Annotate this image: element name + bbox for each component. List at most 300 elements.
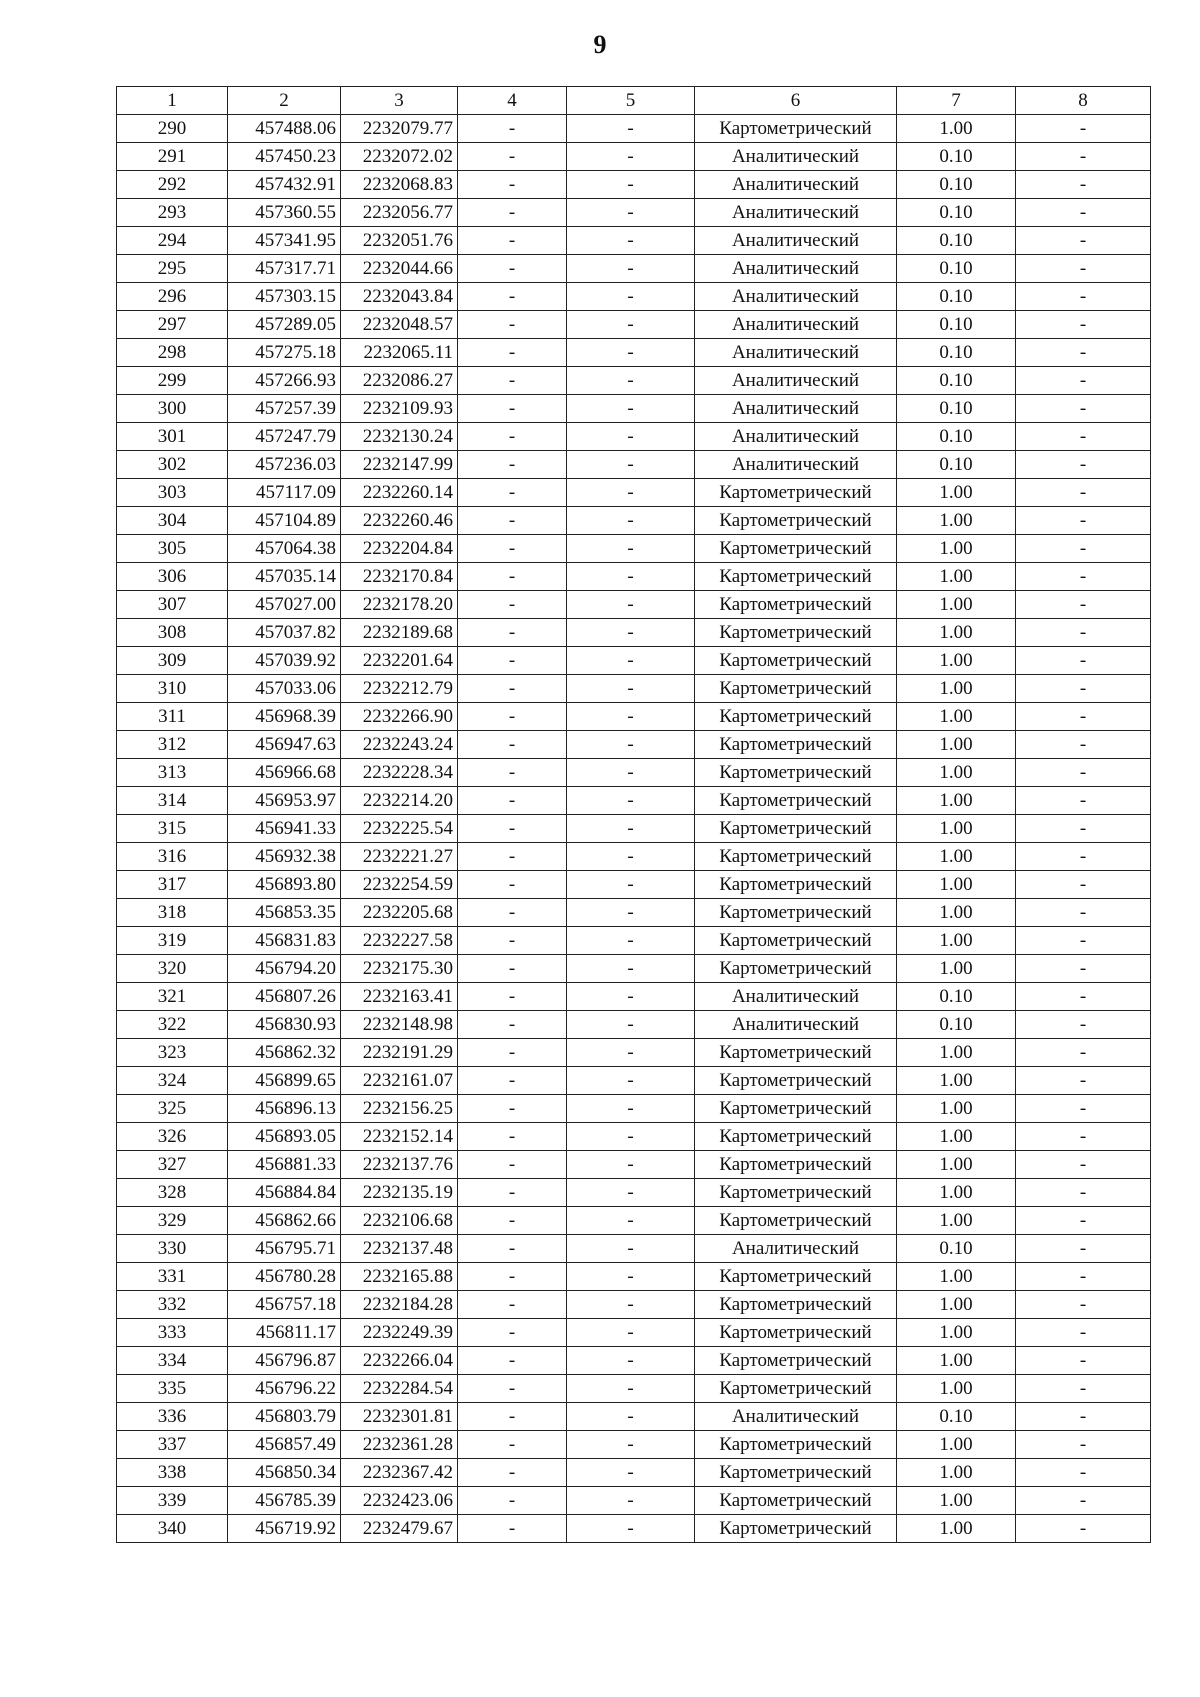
table-row bbox=[117, 255, 1151, 283]
table-cell-col-5: - bbox=[567, 1319, 695, 1347]
table-row bbox=[117, 1487, 1151, 1515]
table-cell-col-3: 2232301.81 bbox=[341, 1403, 458, 1431]
table-cell-col-7: 0.10 bbox=[897, 1235, 1016, 1263]
table-cell-col-6: Аналитический bbox=[695, 255, 897, 283]
table-row bbox=[117, 451, 1151, 479]
table-cell-col-2: 456811.17 bbox=[228, 1319, 341, 1347]
table-cell-col-1: 332 bbox=[117, 1291, 228, 1319]
table-cell-col-2: 457317.71 bbox=[228, 255, 341, 283]
table-row bbox=[117, 1123, 1151, 1151]
table-cell-col-3: 2232266.90 bbox=[341, 703, 458, 731]
table-row bbox=[117, 1375, 1151, 1403]
table-cell-col-6: Картометрический bbox=[695, 1039, 897, 1067]
table-cell-col-7: 1.00 bbox=[897, 1515, 1016, 1543]
table-row bbox=[117, 1095, 1151, 1123]
table-cell-col-3: 2232221.27 bbox=[341, 843, 458, 871]
table-cell-col-4: - bbox=[458, 983, 567, 1011]
table-cell-col-5: - bbox=[567, 339, 695, 367]
table-cell-col-2: 456941.33 bbox=[228, 815, 341, 843]
table-cell-col-8: - bbox=[1016, 171, 1151, 199]
table-cell-col-1: 303 bbox=[117, 479, 228, 507]
table-cell-col-2: 457027.00 bbox=[228, 591, 341, 619]
table-cell-col-5: - bbox=[567, 1151, 695, 1179]
table-cell-col-1: 320 bbox=[117, 955, 228, 983]
table-row bbox=[117, 143, 1151, 171]
table-cell-col-3: 2232109.93 bbox=[341, 395, 458, 423]
table-cell-col-1: 293 bbox=[117, 199, 228, 227]
table-cell-col-5: - bbox=[567, 619, 695, 647]
table-cell-col-8: - bbox=[1016, 591, 1151, 619]
table-cell-col-2: 456896.13 bbox=[228, 1095, 341, 1123]
table-cell-col-1: 294 bbox=[117, 227, 228, 255]
table-cell-col-1: 317 bbox=[117, 871, 228, 899]
table-cell-col-2: 456785.39 bbox=[228, 1487, 341, 1515]
table-cell-col-1: 316 bbox=[117, 843, 228, 871]
table-row bbox=[117, 339, 1151, 367]
table-cell-col-5: - bbox=[567, 871, 695, 899]
table-cell-col-1: 340 bbox=[117, 1515, 228, 1543]
table-cell-col-8: - bbox=[1016, 1011, 1151, 1039]
table-cell-col-4: - bbox=[458, 311, 567, 339]
table-cell-col-2: 457035.14 bbox=[228, 563, 341, 591]
table-cell-col-4: - bbox=[458, 1095, 567, 1123]
table-cell-col-6: Картометрический bbox=[695, 1431, 897, 1459]
table-cell-col-1: 311 bbox=[117, 703, 228, 731]
table-cell-col-7: 1.00 bbox=[897, 1151, 1016, 1179]
table-cell-col-6: Аналитический bbox=[695, 171, 897, 199]
table-cell-col-6: Картометрический bbox=[695, 1375, 897, 1403]
table-cell-col-1: 299 bbox=[117, 367, 228, 395]
table-cell-col-4: - bbox=[458, 143, 567, 171]
table-cell-col-3: 2232201.64 bbox=[341, 647, 458, 675]
table-cell-col-2: 456968.39 bbox=[228, 703, 341, 731]
table-cell-col-7: 1.00 bbox=[897, 1263, 1016, 1291]
table-cell-col-8: - bbox=[1016, 395, 1151, 423]
table-cell-col-8: - bbox=[1016, 731, 1151, 759]
table-cell-col-2: 457360.55 bbox=[228, 199, 341, 227]
table-cell-col-3: 2232423.06 bbox=[341, 1487, 458, 1515]
table-cell-col-8: - bbox=[1016, 451, 1151, 479]
table-cell-col-2: 456807.26 bbox=[228, 983, 341, 1011]
table-cell-col-5: - bbox=[567, 479, 695, 507]
table-cell-col-6: Картометрический bbox=[695, 1263, 897, 1291]
table-cell-col-3: 2232178.20 bbox=[341, 591, 458, 619]
table-cell-col-5: - bbox=[567, 731, 695, 759]
table-cell-col-5: - bbox=[567, 1459, 695, 1487]
table-cell-col-2: 456953.97 bbox=[228, 787, 341, 815]
table-cell-col-2: 456947.63 bbox=[228, 731, 341, 759]
table-cell-col-7: 0.10 bbox=[897, 311, 1016, 339]
table-cell-col-5: - bbox=[567, 703, 695, 731]
table-cell-col-8: - bbox=[1016, 899, 1151, 927]
table-row bbox=[117, 675, 1151, 703]
table-cell-col-5: - bbox=[567, 1375, 695, 1403]
table-cell-col-2: 456796.22 bbox=[228, 1375, 341, 1403]
table-cell-col-7: 1.00 bbox=[897, 1095, 1016, 1123]
table-cell-col-7: 1.00 bbox=[897, 1179, 1016, 1207]
table-cell-col-5: - bbox=[567, 115, 695, 143]
page-number: 9 bbox=[593, 30, 607, 59]
column-header-4: 4 bbox=[458, 87, 567, 115]
table-cell-col-5: - bbox=[567, 787, 695, 815]
table-cell-col-8: - bbox=[1016, 1291, 1151, 1319]
table-cell-col-2: 456795.71 bbox=[228, 1235, 341, 1263]
table-cell-col-1: 300 bbox=[117, 395, 228, 423]
table-row bbox=[117, 1207, 1151, 1235]
table-row bbox=[117, 1011, 1151, 1039]
table-cell-col-4: - bbox=[458, 815, 567, 843]
table-cell-col-5: - bbox=[567, 1067, 695, 1095]
table-cell-col-5: - bbox=[567, 1431, 695, 1459]
table-cell-col-8: - bbox=[1016, 1375, 1151, 1403]
table-cell-col-8: - bbox=[1016, 619, 1151, 647]
table-cell-col-4: - bbox=[458, 1263, 567, 1291]
table-cell-col-7: 1.00 bbox=[897, 815, 1016, 843]
table-cell-col-1: 319 bbox=[117, 927, 228, 955]
table-cell-col-6: Картометрический bbox=[695, 955, 897, 983]
table-cell-col-7: 0.10 bbox=[897, 143, 1016, 171]
table-cell-col-5: - bbox=[567, 1039, 695, 1067]
table-cell-col-1: 327 bbox=[117, 1151, 228, 1179]
column-header-1: 1 bbox=[117, 87, 228, 115]
table-cell-col-4: - bbox=[458, 171, 567, 199]
table-cell-col-6: Аналитический bbox=[695, 143, 897, 171]
table-cell-col-6: Картометрический bbox=[695, 1207, 897, 1235]
table-cell-col-1: 333 bbox=[117, 1319, 228, 1347]
table-cell-col-6: Аналитический bbox=[695, 423, 897, 451]
table-cell-col-7: 1.00 bbox=[897, 759, 1016, 787]
table-cell-col-4: - bbox=[458, 731, 567, 759]
table-cell-col-4: - bbox=[458, 1235, 567, 1263]
table-cell-col-7: 0.10 bbox=[897, 395, 1016, 423]
table-cell-col-1: 313 bbox=[117, 759, 228, 787]
table-cell-col-7: 0.10 bbox=[897, 199, 1016, 227]
table-cell-col-6: Картометрический bbox=[695, 843, 897, 871]
table-cell-col-2: 456831.83 bbox=[228, 927, 341, 955]
table-cell-col-8: - bbox=[1016, 143, 1151, 171]
table-cell-col-4: - bbox=[458, 451, 567, 479]
table-cell-col-8: - bbox=[1016, 1207, 1151, 1235]
table-cell-col-8: - bbox=[1016, 1431, 1151, 1459]
table-cell-col-3: 2232163.41 bbox=[341, 983, 458, 1011]
table-cell-col-6: Картометрический bbox=[695, 871, 897, 899]
table-cell-col-3: 2232170.84 bbox=[341, 563, 458, 591]
table-cell-col-6: Картометрический bbox=[695, 759, 897, 787]
table-row bbox=[117, 1179, 1151, 1207]
table-cell-col-8: - bbox=[1016, 535, 1151, 563]
table-cell-col-7: 1.00 bbox=[897, 927, 1016, 955]
table-cell-col-1: 310 bbox=[117, 675, 228, 703]
table-cell-col-5: - bbox=[567, 283, 695, 311]
table-cell-col-5: - bbox=[567, 675, 695, 703]
table-cell-col-4: - bbox=[458, 1067, 567, 1095]
table-cell-col-2: 456719.92 bbox=[228, 1515, 341, 1543]
table-cell-col-5: - bbox=[567, 1291, 695, 1319]
table-cell-col-6: Аналитический bbox=[695, 1403, 897, 1431]
table-cell-col-8: - bbox=[1016, 1039, 1151, 1067]
table-cell-col-2: 456884.84 bbox=[228, 1179, 341, 1207]
table-cell-col-1: 301 bbox=[117, 423, 228, 451]
table-cell-col-1: 331 bbox=[117, 1263, 228, 1291]
table-cell-col-6: Картометрический bbox=[695, 479, 897, 507]
table-cell-col-8: - bbox=[1016, 1487, 1151, 1515]
table-row bbox=[117, 843, 1151, 871]
table-cell-col-3: 2232048.57 bbox=[341, 311, 458, 339]
table-cell-col-1: 302 bbox=[117, 451, 228, 479]
table-cell-col-8: - bbox=[1016, 367, 1151, 395]
table-cell-col-4: - bbox=[458, 115, 567, 143]
table-cell-col-5: - bbox=[567, 899, 695, 927]
table-cell-col-6: Картометрический bbox=[695, 563, 897, 591]
table-cell-col-3: 2232152.14 bbox=[341, 1123, 458, 1151]
table-cell-col-6: Картометрический bbox=[695, 1151, 897, 1179]
table-cell-col-1: 323 bbox=[117, 1039, 228, 1067]
table-cell-col-7: 1.00 bbox=[897, 1487, 1016, 1515]
table-cell-col-3: 2232249.39 bbox=[341, 1319, 458, 1347]
table-cell-col-6: Аналитический bbox=[695, 1011, 897, 1039]
table-cell-col-1: 325 bbox=[117, 1095, 228, 1123]
table-cell-col-6: Картометрический bbox=[695, 899, 897, 927]
table-cell-col-6: Аналитический bbox=[695, 1235, 897, 1263]
column-header-2: 2 bbox=[228, 87, 341, 115]
table-cell-col-3: 2232260.46 bbox=[341, 507, 458, 535]
table-cell-col-4: - bbox=[458, 1039, 567, 1067]
table-cell-col-4: - bbox=[458, 1487, 567, 1515]
table-cell-col-7: 1.00 bbox=[897, 675, 1016, 703]
table-cell-col-8: - bbox=[1016, 927, 1151, 955]
table-cell-col-7: 0.10 bbox=[897, 983, 1016, 1011]
table-cell-col-4: - bbox=[458, 647, 567, 675]
table-cell-col-8: - bbox=[1016, 283, 1151, 311]
table-row bbox=[117, 619, 1151, 647]
table-row bbox=[117, 479, 1151, 507]
table-cell-col-6: Аналитический bbox=[695, 983, 897, 1011]
table-cell-col-8: - bbox=[1016, 339, 1151, 367]
table-cell-col-3: 2232266.04 bbox=[341, 1347, 458, 1375]
table-cell-col-4: - bbox=[458, 479, 567, 507]
table-header-row bbox=[117, 87, 1151, 115]
table-row bbox=[117, 899, 1151, 927]
table-row bbox=[117, 759, 1151, 787]
table-cell-col-1: 336 bbox=[117, 1403, 228, 1431]
table-cell-col-6: Картометрический bbox=[695, 1067, 897, 1095]
table-cell-col-4: - bbox=[458, 619, 567, 647]
table-cell-col-3: 2232106.68 bbox=[341, 1207, 458, 1235]
table-cell-col-6: Картометрический bbox=[695, 647, 897, 675]
table-cell-col-3: 2232072.02 bbox=[341, 143, 458, 171]
table-cell-col-7: 0.10 bbox=[897, 451, 1016, 479]
table-cell-col-2: 457037.82 bbox=[228, 619, 341, 647]
table-cell-col-7: 1.00 bbox=[897, 843, 1016, 871]
table-row bbox=[117, 1039, 1151, 1067]
table-cell-col-8: - bbox=[1016, 871, 1151, 899]
table-cell-col-2: 456932.38 bbox=[228, 843, 341, 871]
table-cell-col-2: 456850.34 bbox=[228, 1459, 341, 1487]
table-cell-col-7: 1.00 bbox=[897, 1039, 1016, 1067]
table-cell-col-3: 2232212.79 bbox=[341, 675, 458, 703]
table-cell-col-1: 296 bbox=[117, 283, 228, 311]
table-cell-col-2: 457341.95 bbox=[228, 227, 341, 255]
table-cell-col-7: 1.00 bbox=[897, 703, 1016, 731]
table-cell-col-3: 2232214.20 bbox=[341, 787, 458, 815]
table-cell-col-6: Картометрический bbox=[695, 1291, 897, 1319]
table-cell-col-5: - bbox=[567, 535, 695, 563]
table-cell-col-1: 337 bbox=[117, 1431, 228, 1459]
table-cell-col-8: - bbox=[1016, 1123, 1151, 1151]
table-cell-col-7: 0.10 bbox=[897, 423, 1016, 451]
table-cell-col-3: 2232260.14 bbox=[341, 479, 458, 507]
table-cell-col-2: 457064.38 bbox=[228, 535, 341, 563]
table-cell-col-3: 2232147.99 bbox=[341, 451, 458, 479]
table-cell-col-2: 456966.68 bbox=[228, 759, 341, 787]
table-cell-col-4: - bbox=[458, 535, 567, 563]
table-cell-col-3: 2232204.84 bbox=[341, 535, 458, 563]
table-row bbox=[117, 535, 1151, 563]
table-cell-col-1: 315 bbox=[117, 815, 228, 843]
table-cell-col-7: 1.00 bbox=[897, 1067, 1016, 1095]
table-cell-col-6: Картометрический bbox=[695, 1179, 897, 1207]
table-cell-col-2: 457117.09 bbox=[228, 479, 341, 507]
table-cell-col-3: 2232191.29 bbox=[341, 1039, 458, 1067]
table-cell-col-4: - bbox=[458, 1515, 567, 1543]
table-cell-col-4: - bbox=[458, 955, 567, 983]
table-cell-col-4: - bbox=[458, 255, 567, 283]
table-cell-col-3: 2232228.34 bbox=[341, 759, 458, 787]
table-cell-col-2: 457104.89 bbox=[228, 507, 341, 535]
table-cell-col-8: - bbox=[1016, 1459, 1151, 1487]
table-cell-col-2: 456853.35 bbox=[228, 899, 341, 927]
table-cell-col-5: - bbox=[567, 1403, 695, 1431]
table-cell-col-5: - bbox=[567, 367, 695, 395]
table-cell-col-2: 457450.23 bbox=[228, 143, 341, 171]
table-cell-col-5: - bbox=[567, 1179, 695, 1207]
table-cell-col-4: - bbox=[458, 871, 567, 899]
table-cell-col-5: - bbox=[567, 1263, 695, 1291]
table-cell-col-5: - bbox=[567, 143, 695, 171]
table-cell-col-8: - bbox=[1016, 1067, 1151, 1095]
table-cell-col-3: 2232284.54 bbox=[341, 1375, 458, 1403]
table-cell-col-4: - bbox=[458, 1123, 567, 1151]
table-cell-col-6: Картометрический bbox=[695, 787, 897, 815]
table-row bbox=[117, 423, 1151, 451]
table-cell-col-4: - bbox=[458, 927, 567, 955]
table-row bbox=[117, 1319, 1151, 1347]
table-cell-col-2: 457247.79 bbox=[228, 423, 341, 451]
table-row bbox=[117, 871, 1151, 899]
table-cell-col-1: 305 bbox=[117, 535, 228, 563]
table-cell-col-8: - bbox=[1016, 1179, 1151, 1207]
coordinates-table bbox=[116, 86, 1151, 1543]
table-cell-col-2: 456794.20 bbox=[228, 955, 341, 983]
table-cell-col-4: - bbox=[458, 395, 567, 423]
table-cell-col-1: 334 bbox=[117, 1347, 228, 1375]
table-cell-col-8: - bbox=[1016, 255, 1151, 283]
table-cell-col-6: Картометрический bbox=[695, 1515, 897, 1543]
table-cell-col-7: 1.00 bbox=[897, 899, 1016, 927]
table-cell-col-5: - bbox=[567, 199, 695, 227]
table-cell-col-7: 1.00 bbox=[897, 535, 1016, 563]
table-cell-col-1: 329 bbox=[117, 1207, 228, 1235]
table-cell-col-6: Картометрический bbox=[695, 1459, 897, 1487]
table-cell-col-8: - bbox=[1016, 1347, 1151, 1375]
table-cell-col-2: 456796.87 bbox=[228, 1347, 341, 1375]
table-cell-col-7: 0.10 bbox=[897, 171, 1016, 199]
table-cell-col-3: 2232137.48 bbox=[341, 1235, 458, 1263]
table-cell-col-5: - bbox=[567, 423, 695, 451]
table-cell-col-5: - bbox=[567, 171, 695, 199]
table-cell-col-5: - bbox=[567, 1095, 695, 1123]
table-cell-col-3: 2232086.27 bbox=[341, 367, 458, 395]
table-cell-col-2: 456857.49 bbox=[228, 1431, 341, 1459]
table-cell-col-3: 2232148.98 bbox=[341, 1011, 458, 1039]
table-row bbox=[117, 115, 1151, 143]
table-cell-col-1: 321 bbox=[117, 983, 228, 1011]
table-cell-col-3: 2232254.59 bbox=[341, 871, 458, 899]
table-cell-col-5: - bbox=[567, 1235, 695, 1263]
table-cell-col-2: 456893.05 bbox=[228, 1123, 341, 1151]
table-cell-col-6: Аналитический bbox=[695, 227, 897, 255]
table-cell-col-7: 1.00 bbox=[897, 1459, 1016, 1487]
table-cell-col-2: 457289.05 bbox=[228, 311, 341, 339]
table-cell-col-5: - bbox=[567, 1011, 695, 1039]
table-row bbox=[117, 395, 1151, 423]
table-cell-col-5: - bbox=[567, 843, 695, 871]
table-cell-col-3: 2232367.42 bbox=[341, 1459, 458, 1487]
table-cell-col-4: - bbox=[458, 1375, 567, 1403]
table-cell-col-2: 457266.93 bbox=[228, 367, 341, 395]
table-cell-col-4: - bbox=[458, 367, 567, 395]
table-cell-col-8: - bbox=[1016, 479, 1151, 507]
table-cell-col-5: - bbox=[567, 1515, 695, 1543]
table-row bbox=[117, 1151, 1151, 1179]
table-cell-col-3: 2232175.30 bbox=[341, 955, 458, 983]
table-cell-col-1: 308 bbox=[117, 619, 228, 647]
table-row bbox=[117, 731, 1151, 759]
table-cell-col-1: 306 bbox=[117, 563, 228, 591]
table-cell-col-3: 2232243.24 bbox=[341, 731, 458, 759]
table-cell-col-7: 0.10 bbox=[897, 339, 1016, 367]
table-cell-col-6: Картометрический bbox=[695, 591, 897, 619]
table-cell-col-1: 295 bbox=[117, 255, 228, 283]
table-cell-col-6: Аналитический bbox=[695, 451, 897, 479]
table-cell-col-8: - bbox=[1016, 759, 1151, 787]
column-header-7: 7 bbox=[897, 87, 1016, 115]
table-cell-col-8: - bbox=[1016, 647, 1151, 675]
table-cell-col-4: - bbox=[458, 199, 567, 227]
table-cell-col-1: 314 bbox=[117, 787, 228, 815]
table-row bbox=[117, 703, 1151, 731]
table-cell-col-6: Картометрический bbox=[695, 1487, 897, 1515]
table-cell-col-1: 324 bbox=[117, 1067, 228, 1095]
table-cell-col-3: 2232165.88 bbox=[341, 1263, 458, 1291]
table-row bbox=[117, 227, 1151, 255]
table-cell-col-7: 1.00 bbox=[897, 955, 1016, 983]
table-cell-col-8: - bbox=[1016, 1403, 1151, 1431]
table-row bbox=[117, 199, 1151, 227]
table-cell-col-8: - bbox=[1016, 507, 1151, 535]
table-cell-col-4: - bbox=[458, 1319, 567, 1347]
table-cell-col-4: - bbox=[458, 563, 567, 591]
table-row bbox=[117, 283, 1151, 311]
table-cell-col-2: 457039.92 bbox=[228, 647, 341, 675]
table-cell-col-3: 2232161.07 bbox=[341, 1067, 458, 1095]
table-cell-col-3: 2232065.11 bbox=[341, 339, 458, 367]
table-cell-col-8: - bbox=[1016, 1095, 1151, 1123]
table-cell-col-4: - bbox=[458, 1011, 567, 1039]
table-cell-col-5: - bbox=[567, 255, 695, 283]
table-cell-col-6: Картометрический bbox=[695, 1123, 897, 1151]
table-cell-col-1: 304 bbox=[117, 507, 228, 535]
